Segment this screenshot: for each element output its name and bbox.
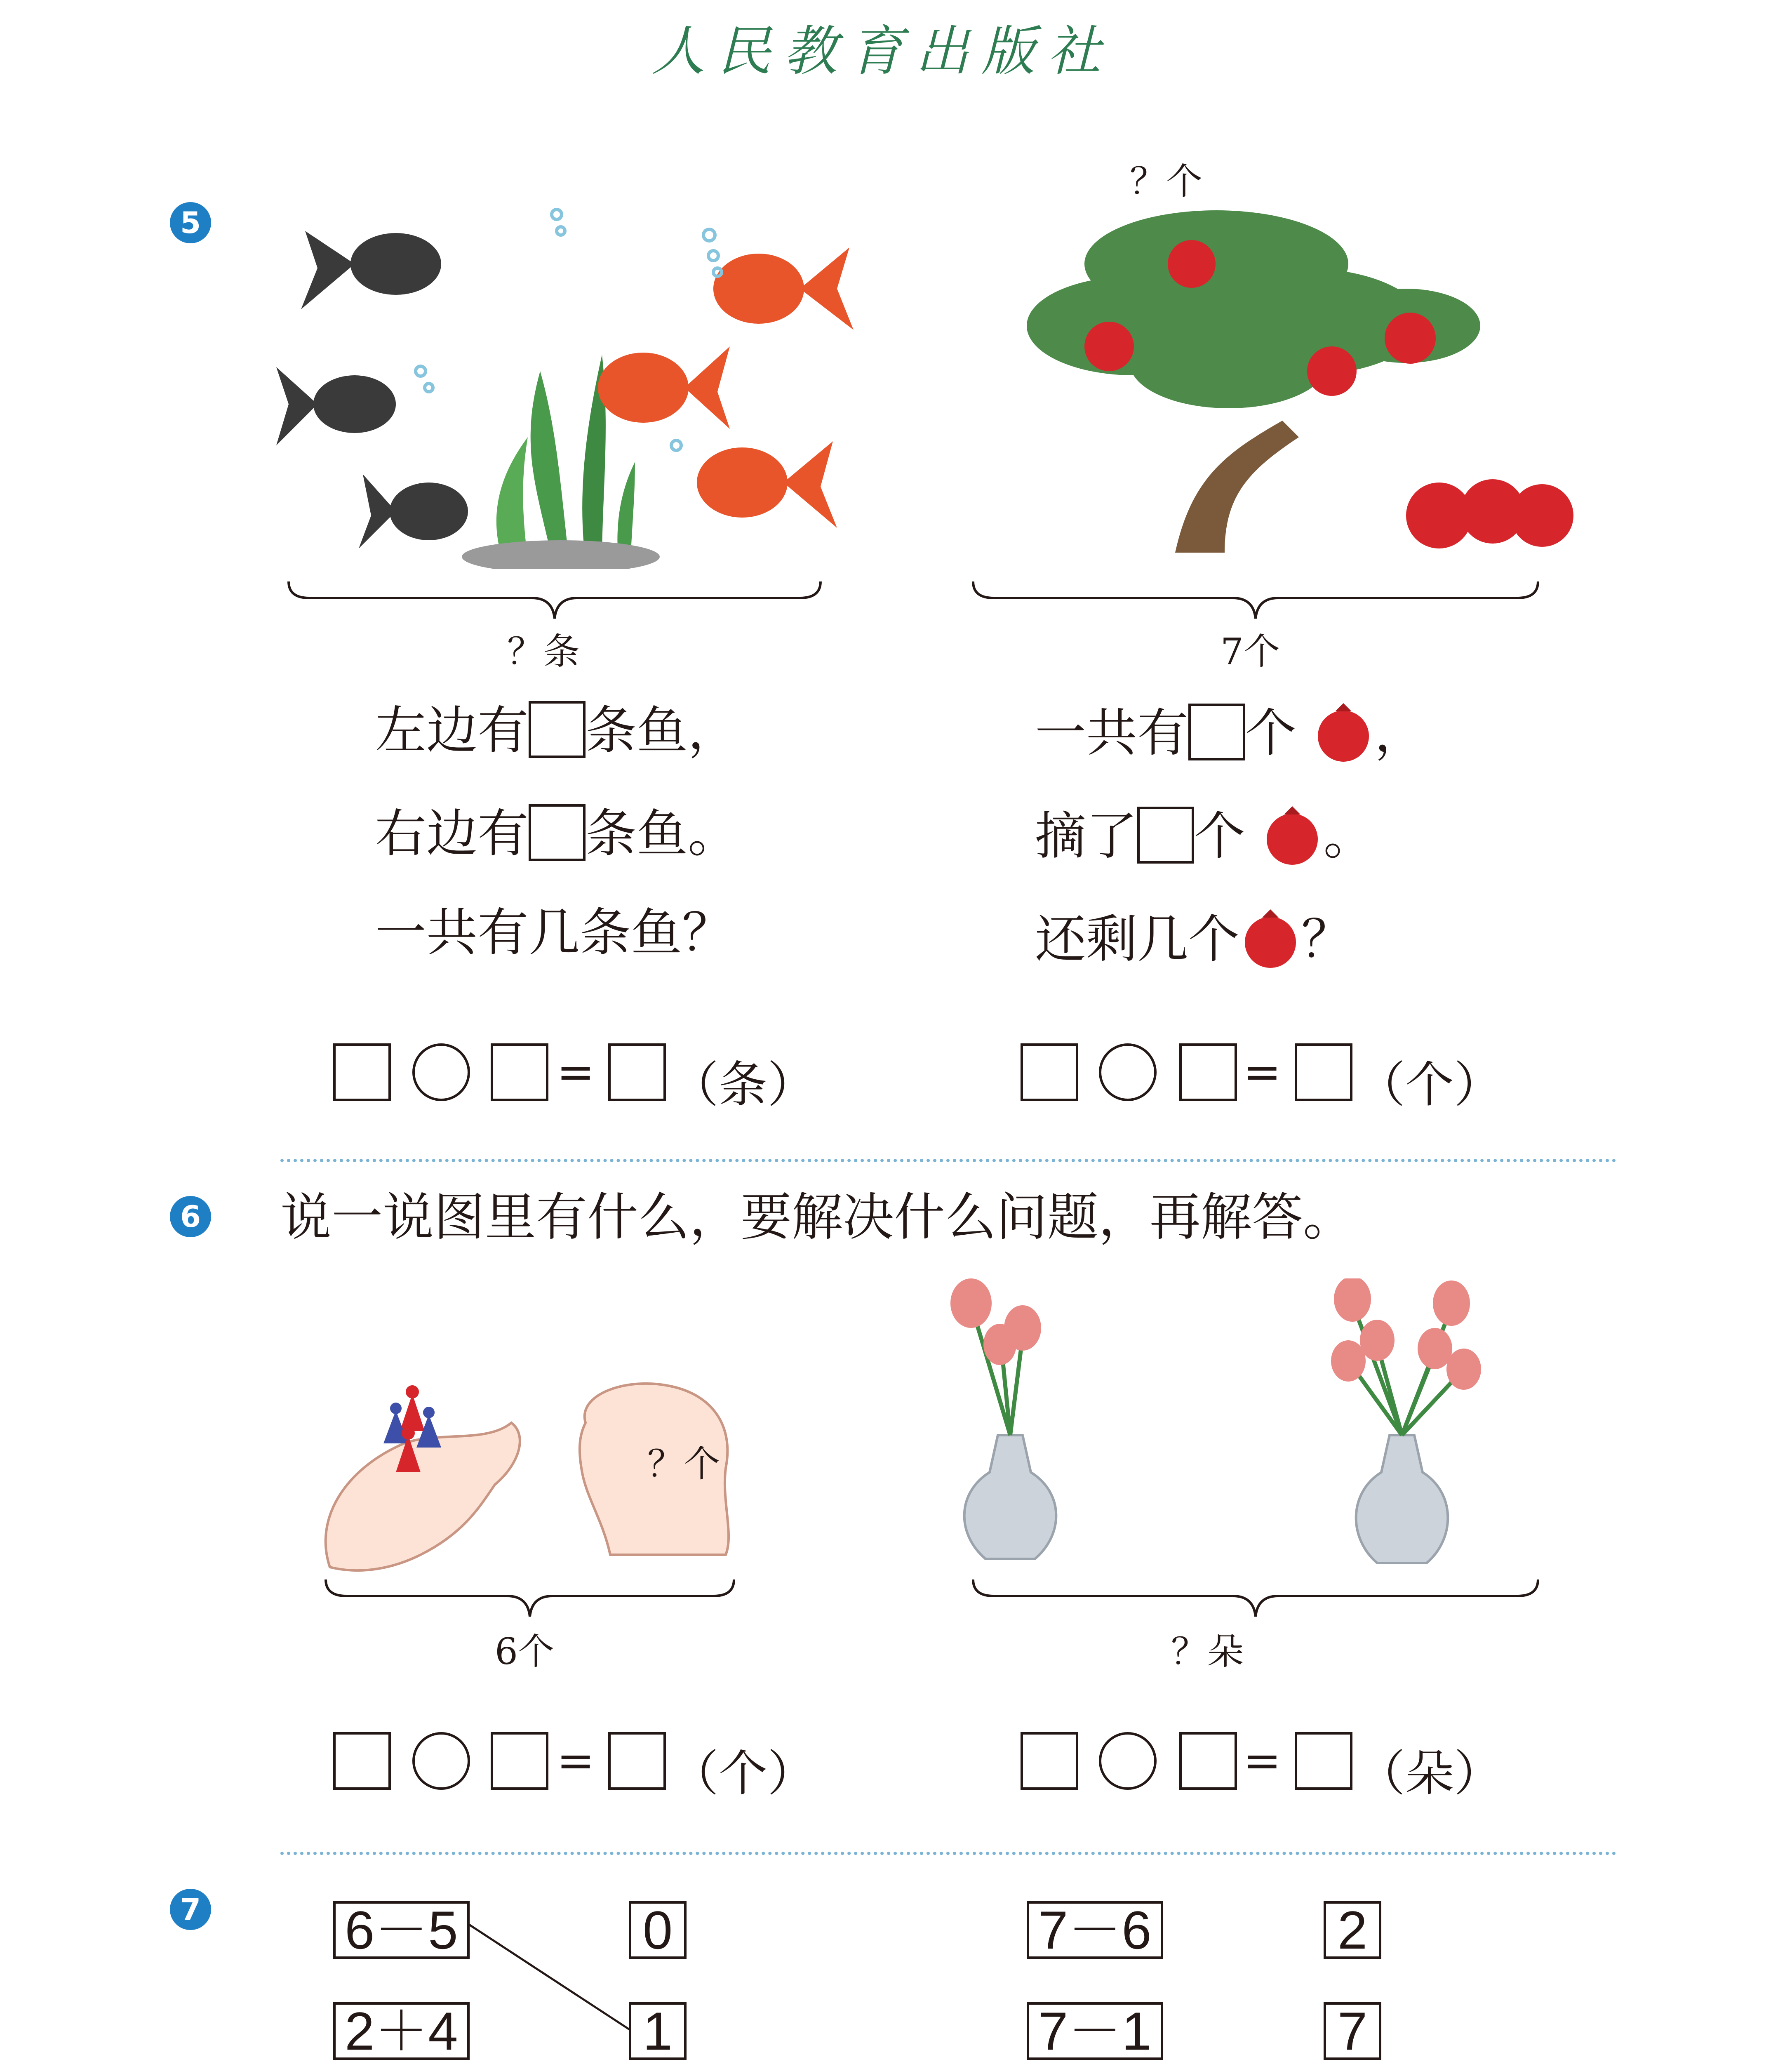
fist-unknown-label: ？个 (647, 1443, 720, 1485)
answer-card[interactable]: 1 (629, 2002, 687, 2060)
pomegranate-line-2 (1035, 804, 1374, 866)
expression-card[interactable]: 7－6 (1027, 1901, 1163, 1959)
line-text: 。 (1323, 807, 1375, 866)
expression-card[interactable]: 6－5 (333, 1901, 470, 1959)
equation-box[interactable] (1179, 1043, 1237, 1101)
tree-unknown-label: ？个 (1130, 160, 1203, 202)
matching-line (466, 1922, 639, 2046)
hands-total-label: 6个 (495, 1630, 554, 1673)
equation-box[interactable] (1021, 1043, 1078, 1101)
equation-box[interactable] (1179, 1732, 1237, 1790)
pomegranate-tree-illustration (961, 190, 1592, 569)
pomegranate-question (1035, 907, 1352, 969)
equation-box[interactable] (333, 1732, 391, 1790)
operator-circle[interactable] (412, 1043, 470, 1101)
expression-card[interactable]: 7－1 (1027, 2002, 1163, 2060)
pomegranate-icon (1312, 701, 1374, 763)
tree-foliage (1027, 210, 1480, 408)
bubbles (416, 209, 722, 450)
fish-question: 一共有几条鱼？ (375, 903, 734, 963)
equation-box[interactable] (491, 1043, 548, 1101)
right-vase (1331, 1278, 1481, 1563)
exercise-5-number: 5 (170, 202, 211, 243)
unit-label: （个） (1357, 1056, 1503, 1113)
line-text: 个 (1194, 807, 1246, 866)
exercise-7-number: 7 (170, 1889, 211, 1930)
fish-line-1 (375, 701, 739, 758)
goldfish-illustration (272, 198, 862, 569)
operator-circle[interactable] (1099, 1732, 1157, 1790)
fish-line-2 (375, 804, 739, 864)
brace-fish (285, 577, 825, 623)
result-box[interactable] (1295, 1732, 1352, 1790)
equals-sign: = (1243, 1734, 1282, 1787)
equals-sign: = (1243, 1045, 1282, 1098)
brace-pomegranate (969, 577, 1542, 623)
result-box[interactable] (608, 1732, 666, 1790)
line-text: 个 (1245, 704, 1297, 763)
line-text: 条鱼， (586, 701, 739, 760)
equation-box[interactable] (333, 1043, 391, 1101)
equals-sign: = (557, 1734, 595, 1787)
line-text: ？ (1301, 910, 1353, 969)
picked-pomegranates (1406, 479, 1573, 548)
equation-box[interactable] (491, 1732, 548, 1790)
answer-card[interactable]: 7 (1324, 2002, 1381, 2060)
answer-card[interactable]: 0 (629, 1901, 687, 1959)
result-box[interactable] (1295, 1043, 1352, 1101)
answer-box[interactable] (529, 701, 586, 758)
brace-hands (322, 1575, 742, 1621)
operator-circle[interactable] (412, 1732, 470, 1790)
line-text: ， (1374, 704, 1426, 763)
flowers-total-label: ？朵 (1171, 1630, 1244, 1673)
answer-box[interactable] (529, 804, 586, 861)
pomegranate-line-1 (1035, 701, 1425, 763)
section-divider (280, 1852, 1616, 1855)
line-text: 一共有 (1035, 704, 1189, 763)
brace-flowers (969, 1575, 1542, 1621)
unit-label: （个） (670, 1745, 816, 1802)
result-box[interactable] (608, 1043, 666, 1101)
answer-card[interactable]: 2 (1324, 1901, 1381, 1959)
expression-card[interactable]: 2＋4 (333, 2002, 470, 2060)
vases-illustration (940, 1278, 1517, 1584)
equation-box[interactable] (1021, 1732, 1078, 1790)
line-text: 右边有 (375, 804, 529, 864)
unit-label: （条） (670, 1056, 816, 1113)
exercise-6-instruction: 说一说图里有什么，要解决什么问题，再解答。 (280, 1188, 1355, 1247)
equals-sign: = (557, 1045, 595, 1098)
answer-box[interactable] (1137, 807, 1194, 864)
left-vase (950, 1278, 1056, 1559)
black-goldfish-group (276, 231, 468, 548)
orange-goldfish-group (598, 247, 854, 528)
exercise-6-number: 6 (170, 1196, 211, 1237)
answer-box[interactable] (1188, 704, 1245, 760)
operator-circle[interactable] (1099, 1043, 1157, 1101)
line-text: 左边有 (375, 701, 529, 760)
unit-label: （朵） (1357, 1745, 1503, 1802)
line-text: 条鱼。 (586, 804, 739, 864)
section-divider (280, 1159, 1616, 1162)
pomegranate-icon (1239, 907, 1301, 969)
publisher-header: 人民教育出版社 (651, 20, 1114, 82)
pomegranate-icon (1261, 804, 1323, 866)
line-text: 还剩几个 (1035, 910, 1240, 969)
fish-total-label: ？条 (507, 630, 580, 673)
pomegranate-total-label: 7个 (1221, 630, 1280, 673)
line-text: 摘了 (1035, 807, 1138, 866)
